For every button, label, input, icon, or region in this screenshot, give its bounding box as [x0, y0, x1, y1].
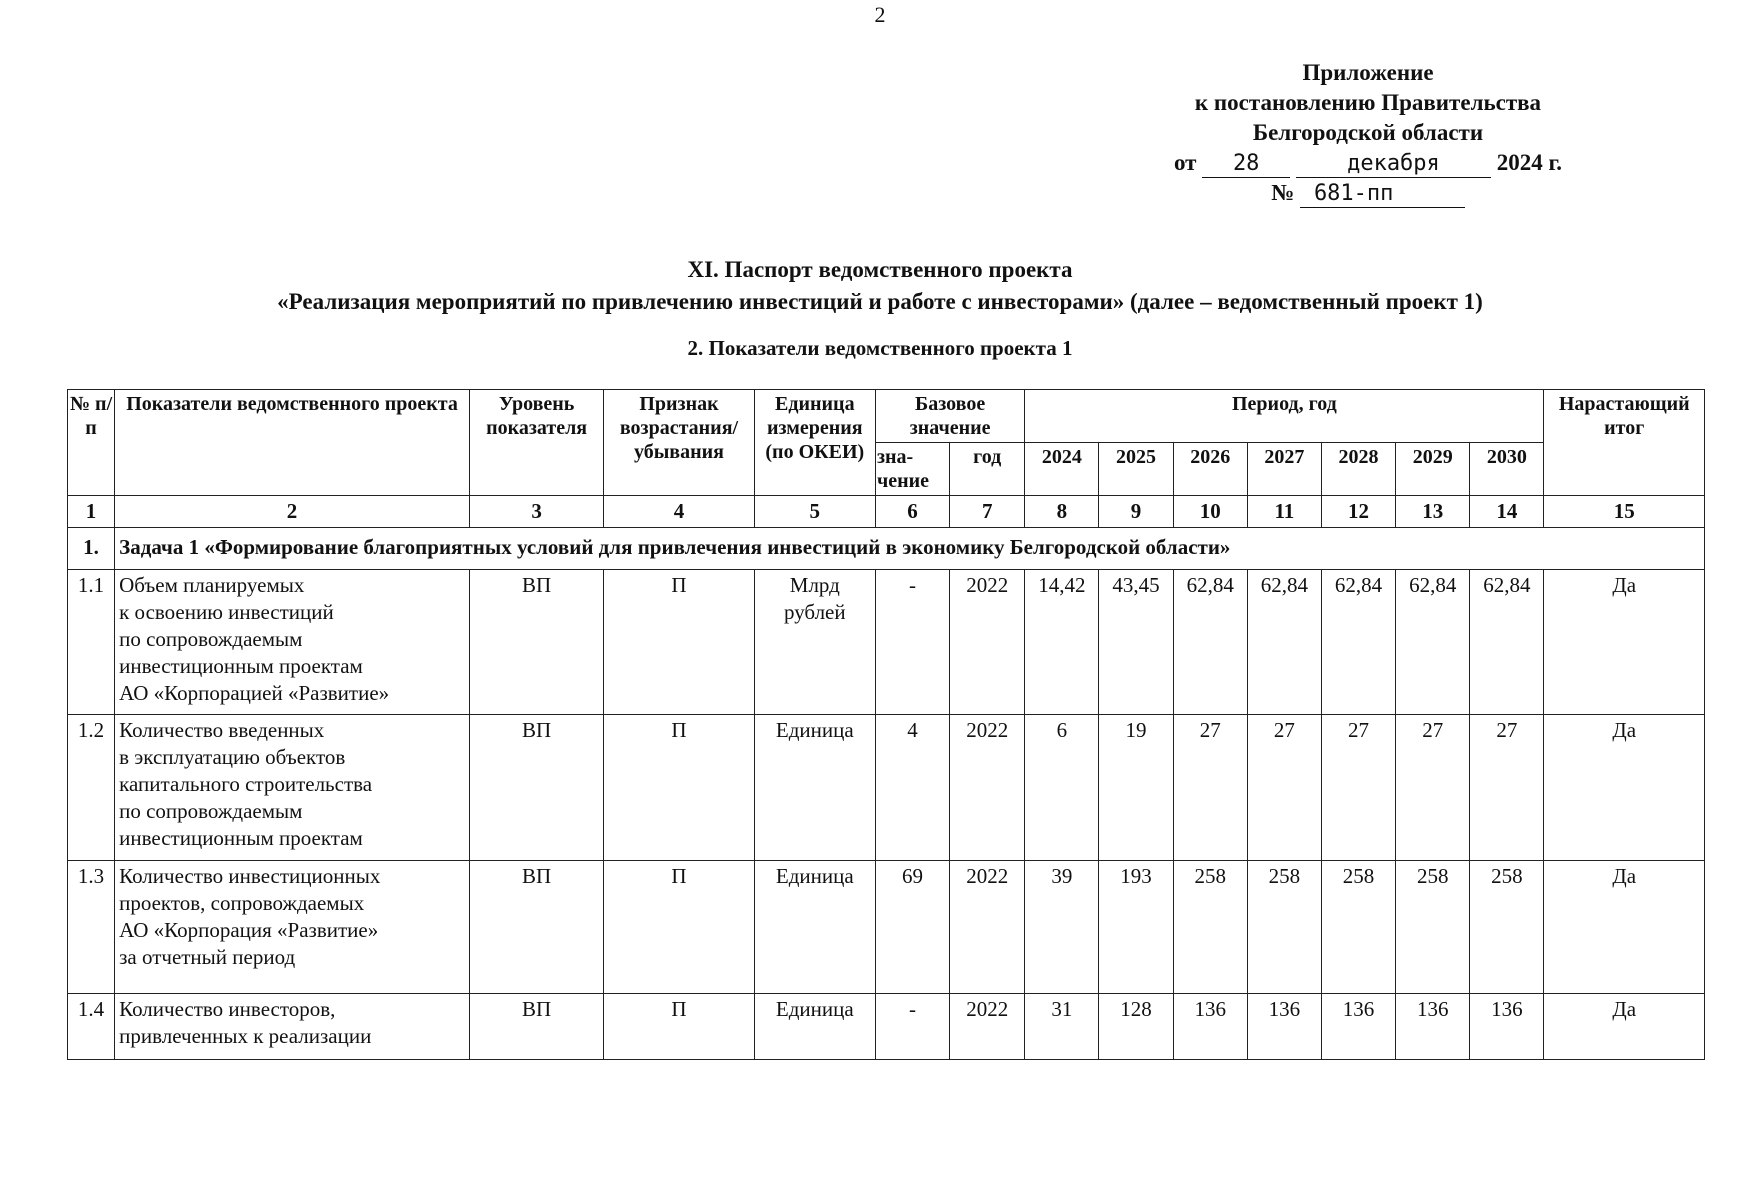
- row-value: 62,84: [1247, 570, 1321, 715]
- table-row: [68, 861, 1705, 994]
- header-base-year: год: [950, 443, 1025, 496]
- row-base-value: -: [875, 994, 949, 1060]
- appendix-title: Приложение: [1302, 60, 1434, 85]
- task-row: [68, 528, 1705, 570]
- column-number: 13: [1396, 496, 1470, 528]
- row-base-value: -: [875, 570, 949, 715]
- header-row-1: [68, 390, 1705, 443]
- row-indicator-name: Количество инвесторов, привлеченных к реализации: [115, 994, 470, 1060]
- row-sign: П: [604, 570, 754, 715]
- row-value: 6: [1025, 715, 1099, 861]
- row-cumulative: Да: [1544, 861, 1705, 994]
- section-subtitle: 2. Показатели ведомственного проекта 1: [687, 336, 1073, 360]
- row-indicator-name: Объем планируемых к освоению инвестиций по сопровождаемым инвестиционным проектам АО «Корпорацией «Развитие»: [115, 570, 470, 715]
- row-base-year: 2022: [950, 570, 1025, 715]
- header-year: 2026: [1173, 443, 1247, 496]
- header-year: 2028: [1321, 443, 1395, 496]
- column-number: 9: [1099, 496, 1173, 528]
- row-cumulative: Да: [1544, 715, 1705, 861]
- row-value: 27: [1396, 715, 1470, 861]
- row-value: 27: [1470, 715, 1544, 861]
- row-value: 62,84: [1396, 570, 1470, 715]
- column-number: 8: [1025, 496, 1099, 528]
- row-value: 62,84: [1321, 570, 1395, 715]
- row-value: 62,84: [1173, 570, 1247, 715]
- row-level: ВП: [469, 861, 603, 994]
- task-num: 1.: [68, 528, 115, 570]
- column-number: 2: [115, 496, 470, 528]
- title-line-1: XI. Паспорт ведомственного проекта: [687, 257, 1073, 282]
- row-value: 258: [1247, 861, 1321, 994]
- column-number: 11: [1247, 496, 1321, 528]
- row-value: 136: [1396, 994, 1470, 1060]
- row-value: 43,45: [1099, 570, 1173, 715]
- row-value: 27: [1321, 715, 1395, 861]
- date-month: декабря: [1296, 151, 1491, 178]
- appendix-region: Белгородской области: [1252, 120, 1484, 145]
- header-unit: Единица измерения (по ОКЕИ): [754, 390, 875, 496]
- row-unit: Единица: [754, 715, 875, 861]
- header-indicator: Показатели ведомственного проекта: [115, 390, 470, 496]
- header-year: 2025: [1099, 443, 1173, 496]
- header-base: Базовое значение: [875, 390, 1024, 443]
- row-unit: Единица: [754, 994, 875, 1060]
- header-period: Период, год: [1025, 390, 1544, 443]
- row-value: 258: [1173, 861, 1247, 994]
- row-level: ВП: [469, 570, 603, 715]
- appendix-date-line: [1148, 148, 1588, 178]
- row-level: ВП: [469, 994, 603, 1060]
- row-value: 258: [1396, 861, 1470, 994]
- row-sign: П: [604, 994, 754, 1060]
- title-line-2: «Реализация мероприятий по привлечению инвестиций и работе с инвесторами» (далее – ведомственный проект 1): [277, 289, 1483, 314]
- row-unit: Единица: [754, 861, 875, 994]
- header-base-value: зна- чение: [875, 443, 949, 496]
- row-num: 1.3: [68, 861, 115, 994]
- row-value: 14,42: [1025, 570, 1099, 715]
- row-cumulative: Да: [1544, 570, 1705, 715]
- row-value: 136: [1470, 994, 1544, 1060]
- row-base-year: 2022: [950, 994, 1025, 1060]
- column-number: 4: [604, 496, 754, 528]
- row-unit: Млрд рублей: [754, 570, 875, 715]
- row-base-year: 2022: [950, 861, 1025, 994]
- column-number: 6: [875, 496, 949, 528]
- row-sign: П: [604, 715, 754, 861]
- row-value: 39: [1025, 861, 1099, 994]
- column-number: 12: [1321, 496, 1395, 528]
- appendix-resolution: к постановлению Правительства: [1194, 90, 1542, 115]
- row-indicator-name: Количество инвестиционных проектов, сопровождаемых АО «Корпорация «Развитие» за отчетный период: [115, 861, 470, 994]
- row-num: 1.2: [68, 715, 115, 861]
- row-value: 27: [1173, 715, 1247, 861]
- row-num: 1.1: [68, 570, 115, 715]
- header-year: 2027: [1247, 443, 1321, 496]
- number-prefix: №: [1271, 180, 1295, 205]
- date-year: 2024 г.: [1496, 150, 1563, 175]
- row-base-value: 4: [875, 715, 949, 861]
- row-value: 136: [1173, 994, 1247, 1060]
- row-value: 193: [1099, 861, 1173, 994]
- task-text: Задача 1 «Формирование благоприятных условий для привлечения инвестиций в экономику Белгородской области»: [115, 528, 1705, 570]
- row-value: 258: [1470, 861, 1544, 994]
- date-day: 28: [1202, 151, 1290, 178]
- column-number-row: [68, 496, 1705, 528]
- indicators-table: [67, 389, 1705, 1060]
- column-number: 10: [1173, 496, 1247, 528]
- appendix-header: [1148, 58, 1588, 208]
- row-cumulative: Да: [1544, 994, 1705, 1060]
- row-value: 136: [1321, 994, 1395, 1060]
- header-year: 2030: [1470, 443, 1544, 496]
- table-row: [68, 570, 1705, 715]
- row-value: 136: [1247, 994, 1321, 1060]
- column-number: 1: [68, 496, 115, 528]
- header-sign: Признак возрастания/ убывания: [604, 390, 754, 496]
- row-num: 1.4: [68, 994, 115, 1060]
- header-cumulative: Нарастающий итог: [1544, 390, 1705, 496]
- number-value: 681-пп: [1300, 181, 1465, 208]
- row-value: 62,84: [1470, 570, 1544, 715]
- row-base-value: 69: [875, 861, 949, 994]
- column-number: 5: [754, 496, 875, 528]
- row-value: 27: [1247, 715, 1321, 861]
- row-sign: П: [604, 861, 754, 994]
- header-year: 2029: [1396, 443, 1470, 496]
- row-base-year: 2022: [950, 715, 1025, 861]
- row-value: 258: [1321, 861, 1395, 994]
- header-num: № п/п: [68, 390, 115, 496]
- row-indicator-name: Количество введенных в эксплуатацию объектов капитального строительства по сопровождаемым инвестиционным проектам: [115, 715, 470, 861]
- column-number: 14: [1470, 496, 1544, 528]
- row-level: ВП: [469, 715, 603, 861]
- row-value: 128: [1099, 994, 1173, 1060]
- table-row: [68, 994, 1705, 1060]
- column-number: 7: [950, 496, 1025, 528]
- header-level: Уровень показателя: [469, 390, 603, 496]
- row-value: 19: [1099, 715, 1173, 861]
- page-number: 2: [874, 2, 886, 27]
- table-row: [68, 715, 1705, 861]
- column-number: 15: [1544, 496, 1705, 528]
- document-title: [0, 254, 1760, 318]
- header-year: 2024: [1025, 443, 1099, 496]
- date-prefix: от: [1173, 150, 1197, 175]
- column-number: 3: [469, 496, 603, 528]
- appendix-number-line: [1148, 178, 1588, 208]
- row-value: 31: [1025, 994, 1099, 1060]
